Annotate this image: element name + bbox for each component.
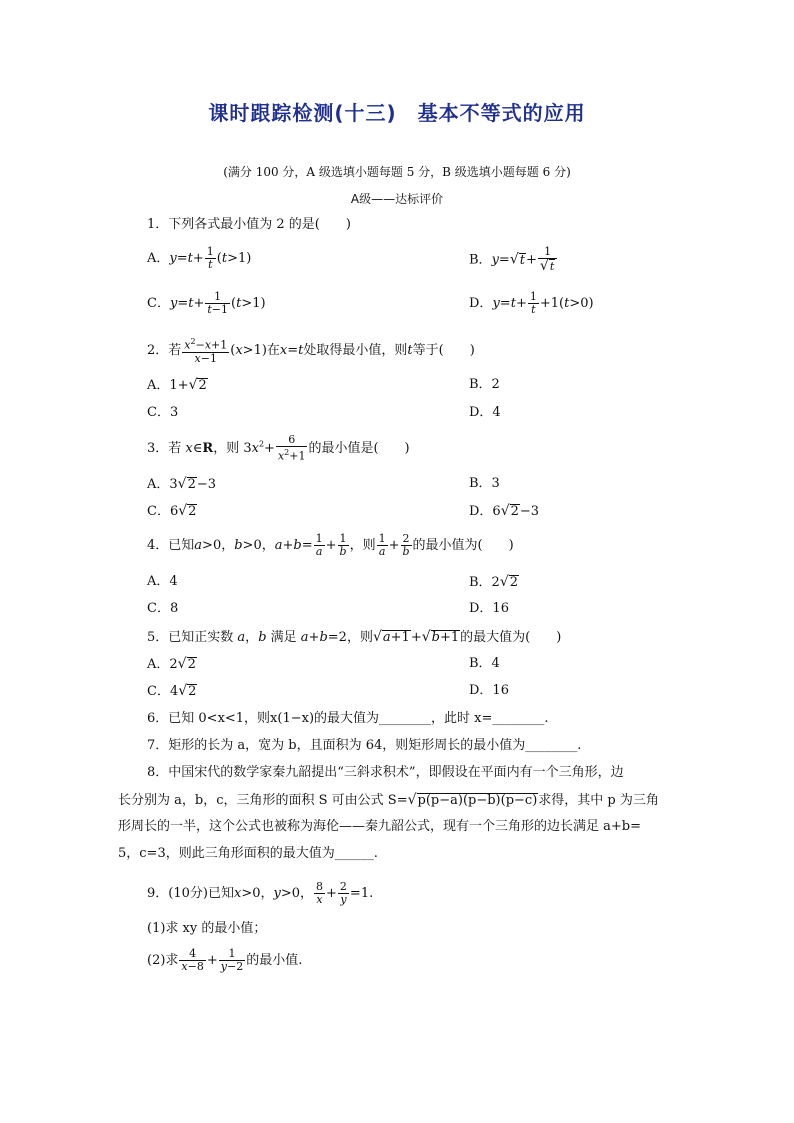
question-2-option-c: C．3 — [147, 405, 179, 420]
level-heading: A级——达标评价 — [350, 192, 444, 206]
question-8-line-2: 长分别为 a，b，c，三角形的面积 S 可由公式 S=√p(p−a)(p−b)(p−c)求得，其中 p 为三角 — [118, 792, 659, 808]
question-2-option-b: B．2 — [469, 377, 500, 392]
question-5-stem: 5．已知正实数 a，b 满足 a+b=2，则√a+1+√b+1的最大值为( ) — [147, 629, 562, 645]
question-2-option-d: D．4 — [469, 405, 501, 420]
question-9-stem: 9．(10分)已知x>0，y>0， $\frac{8}{x}$ + $\frac{2}{y}$ =1. — [147, 880, 374, 906]
question-8-line-1: 8．中国宋代的数学家秦九韶提出“三斜求积术”，即假设在平面内有一个三角形，边 — [147, 765, 624, 780]
question-3-option-c: C．6√2 — [147, 503, 197, 519]
question-1-option-c: C．y=t+ $\frac{1}{t-1}$ (t>1) — [147, 290, 266, 316]
question-1-stem: 1．下列各式最小值为 2 的是( ) — [147, 217, 351, 232]
question-7: 7．矩形的长为 a，宽为 b，且面积为 64，则矩形周长的最小值为________. — [147, 738, 582, 753]
question-1-option-a: A．y=t+ $\frac{1}{t}$ (t>1) — [147, 245, 252, 271]
question-3-option-d: D．6√2−3 — [469, 503, 540, 519]
question-8-line-4: 5，c=3，则此三角形面积的最大值为______. — [118, 846, 378, 861]
question-4-option-b: B．2√2 — [469, 574, 519, 590]
question-5-option-a: A．2√2 — [147, 656, 196, 672]
question-5-option-c: C．4√2 — [147, 683, 197, 699]
question-2-option-a: A．1+√2 — [147, 377, 207, 393]
question-4-option-a: A．4 — [147, 574, 178, 589]
question-4-stem: 4．已知a>0，b>0，a+b= $\frac{1}{a}$ + $\frac{1}{b}$ ，则 $\frac{1}{a}$ + $\frac{2}{b}$ 的最小值为( ) — [147, 532, 514, 558]
question-3-stem: 3．若 x∈R，则 $3x^2+$ $\frac{6}{x^2+1}$ 的最小值是( ) — [147, 433, 410, 463]
question-1-option-d: D．y=t+ $\frac{1}{t}$ +1(t>0) — [469, 290, 594, 316]
page-title: 课时跟踪检测(十三) 基本不等式的应用 — [208, 101, 586, 125]
question-1-option-b: B．y=√t+ $\frac{1}{√t}$ — [469, 246, 558, 274]
question-8-line-3: 形周长的一半，这个公式也被称为海伦——秦九韶公式，现有一个三角形的边长满足 a+b= — [118, 819, 641, 834]
question-9-part-1: (1)求 xy 的最小值； — [147, 921, 267, 936]
question-5-option-d: D．16 — [469, 683, 509, 698]
question-5-option-b: B．4 — [469, 656, 500, 671]
score-note: (满分 100 分，A 级选填小题每题 5 分，B 级选填小题每题 6 分) — [223, 165, 571, 179]
question-9-part-2: (2)求 $\frac{4}{x-8}$ + $\frac{1}{y-2}$ 的最小值. — [147, 947, 303, 973]
question-2-stem: 2．若 $\frac{x^2-x+1}{x-1}$ (x>1)在x=t处取得最小值，则t等于( ) — [147, 337, 475, 365]
question-4-option-d: D．16 — [469, 601, 509, 616]
question-6: 6．已知 0<x<1，则x(1−x)的最大值为________，此时 x=________. — [147, 711, 549, 726]
question-3-option-b: B．3 — [469, 476, 500, 491]
question-4-option-c: C．8 — [147, 601, 179, 616]
question-3-option-a: A．3√2−3 — [147, 476, 217, 492]
